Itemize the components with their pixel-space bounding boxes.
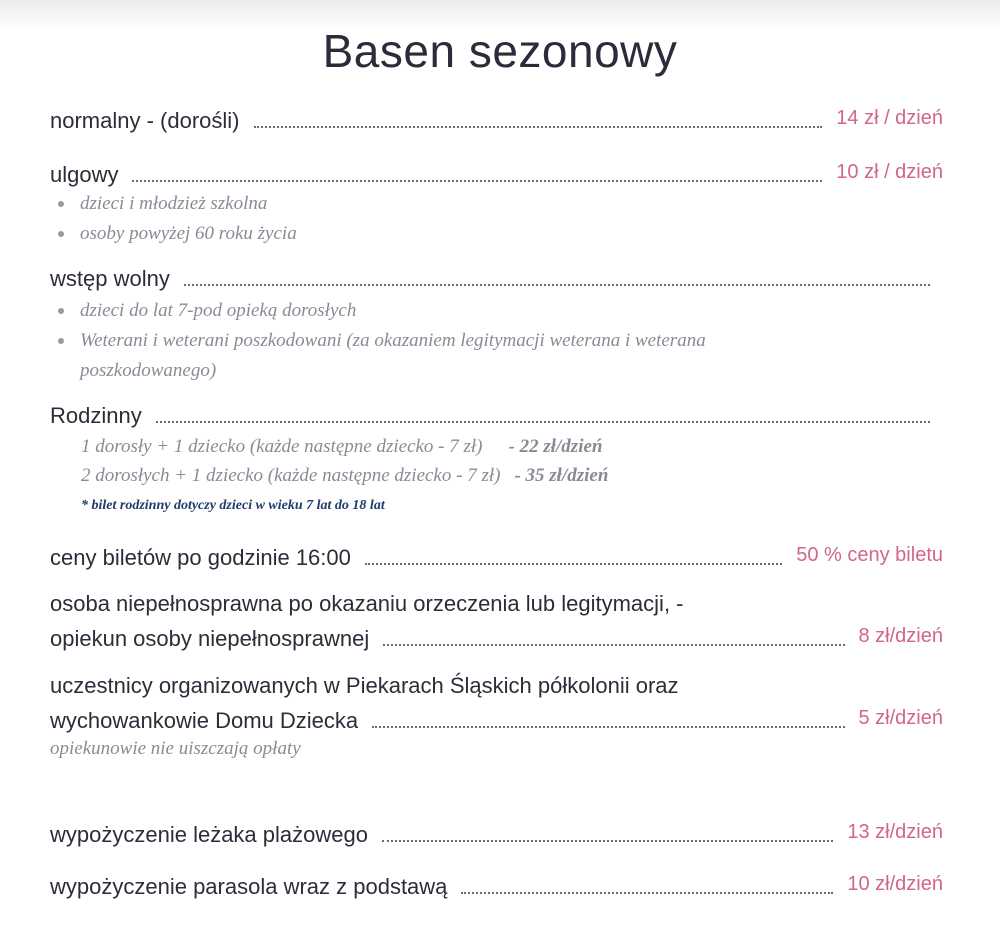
family-option-price: - 35 zł/dzień [514, 465, 609, 486]
price-row-wolny [50, 265, 930, 293]
family-footnote: * bilet rodzinny dotyczy dzieci w wieku 7 lat do 18 lat [81, 498, 385, 513]
family-option-price: - 22 zł/dzień [508, 436, 603, 457]
list-item: Weterani i weterani poszkodowani (za okazaniem legitymacji weterana i weterana poszkodowanego) [52, 326, 812, 386]
price-row-niepelnosprawna [50, 622, 943, 653]
family-option-text: 2 dorosłych + 1 dziecko (każde następne dziecko - 7 zł) [81, 465, 501, 486]
price-row-normalny [50, 104, 943, 135]
price-row-ulgowy [50, 158, 943, 189]
kolonie-note: opiekunowie nie uiszczają opłaty [50, 738, 301, 759]
row-price: 13 zł/dzień [847, 821, 943, 843]
dot-leader [254, 126, 823, 128]
dot-leader [382, 840, 833, 842]
list-item: dzieci i młodzież szkolna [52, 189, 297, 219]
dot-leader [184, 284, 930, 286]
price-row-rodzinny [50, 402, 930, 430]
row-price: 14 zł / dzień [836, 107, 943, 129]
price-row-lezak [50, 818, 943, 849]
price-row-kolonie [50, 704, 943, 735]
wolny-list [52, 296, 812, 386]
row-label: wstęp wolny [50, 266, 170, 291]
price-row-po16 [50, 541, 943, 572]
row-line: uczestnicy organizowanych w Piekarach Śląskich półkolonii oraz [50, 673, 679, 698]
dot-leader [156, 421, 930, 423]
row-price: 50 % ceny biletu [796, 544, 943, 566]
dot-leader [365, 563, 782, 565]
price-row-parasol [50, 870, 943, 901]
row-price: 5 zł/dzień [858, 707, 943, 729]
row-label: normalny - (dorośli) [50, 108, 240, 133]
row-label: Rodzinny [50, 403, 142, 428]
list-item: osoby powyżej 60 roku życia [52, 219, 297, 249]
page-title: Basen sezonowy [322, 25, 678, 77]
row-label: wychowankowie Domu Dziecka [50, 708, 359, 733]
row-label: ceny biletów po godzinie 16:00 [50, 545, 351, 570]
family-option-2 [81, 461, 608, 491]
row-label: wypożyczenie parasola wraz z podstawą [50, 874, 448, 899]
row-label: wypożyczenie leżaka plażowego [50, 822, 368, 847]
list-item: dzieci do lat 7-pod opieką dorosłych [52, 296, 812, 326]
row-label: ulgowy [50, 162, 119, 187]
family-option-text: 1 dorosły + 1 dziecko (każde następne dziecko - 7 zł) [81, 436, 483, 457]
dot-leader [132, 180, 822, 182]
row-price: 10 zł/dzień [847, 873, 943, 895]
family-option-1 [81, 432, 602, 462]
dot-leader [383, 644, 844, 646]
dot-leader [372, 726, 844, 728]
dot-leader [461, 892, 833, 894]
row-line: osoba niepełnosprawna po okazaniu orzeczenia lub legitymacji, - [50, 591, 684, 616]
row-price: 8 zł/dzień [858, 625, 943, 647]
row-label: opiekun osoby niepełnosprawnej [50, 626, 370, 651]
ulgowy-list [52, 189, 297, 249]
row-price: 10 zł / dzień [836, 161, 943, 183]
